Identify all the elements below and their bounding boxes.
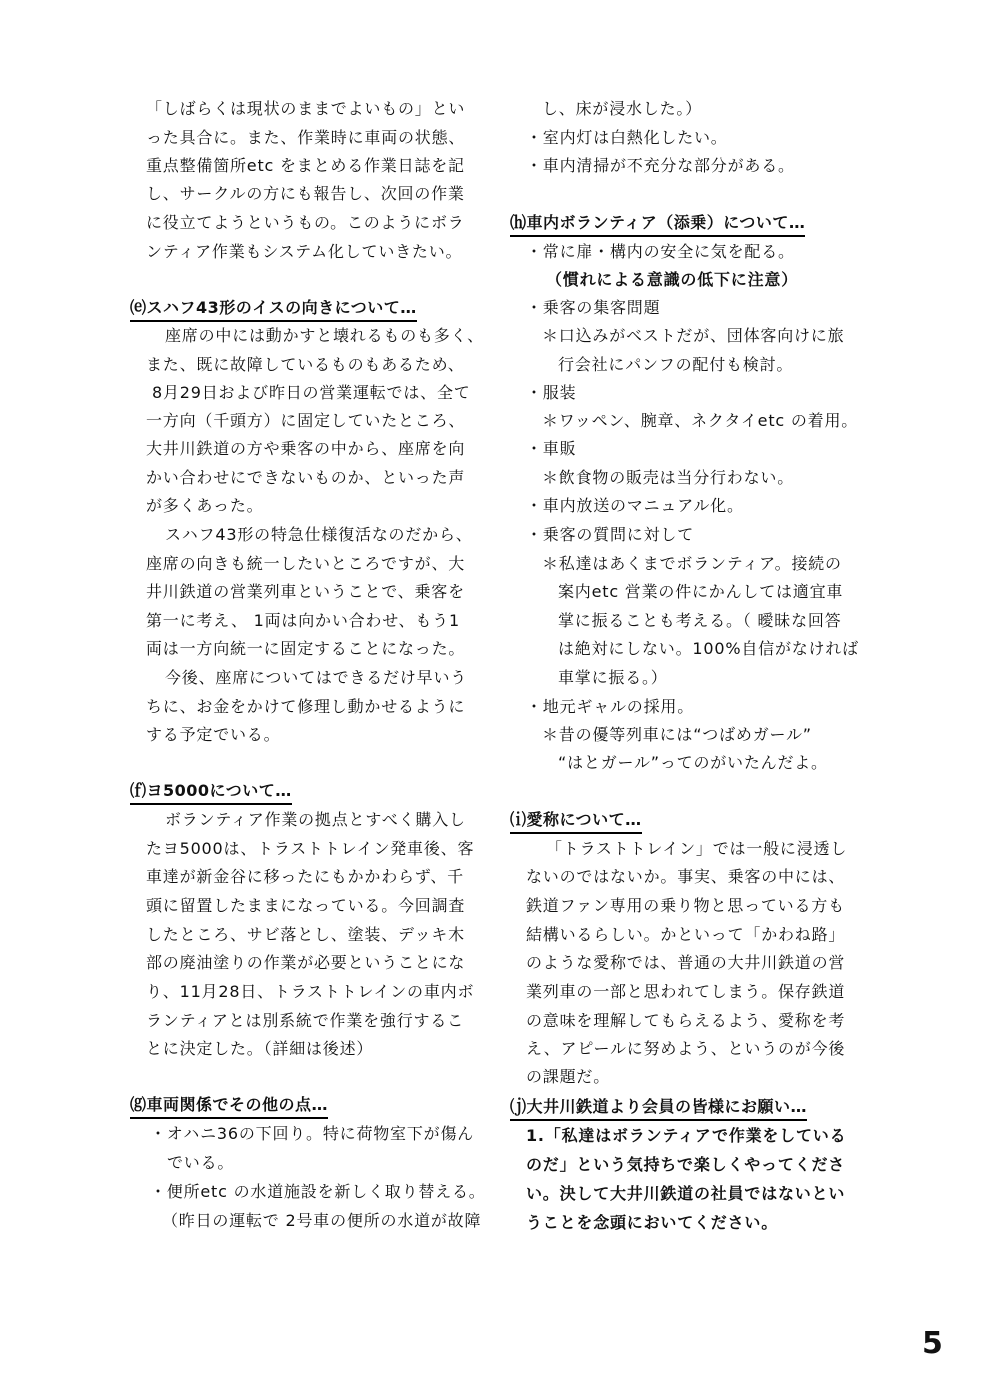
section-g-line: ・オハニ36の下回り。特に荷物室下が傷ん — [150, 1124, 475, 1143]
section-e-line: 第一に考え、 1両は向かい合わせ、もう1 — [146, 611, 460, 630]
section-f-heading: ⒡ヨ5000について… — [130, 780, 292, 805]
section-h-line: ＊私達はあくまでボランティア。接続の — [542, 554, 842, 573]
section-i-line: 結構いるらしい。かといって「かわね路」 — [526, 925, 846, 944]
section-e-line: ちに、お金をかけて修理し動かせるように — [146, 697, 466, 716]
section-e-line: 今後、座席についてはできるだけ早いう — [165, 668, 468, 687]
section-i-line: 鉄道ファン専用の乗り物と思っている方も — [526, 896, 845, 915]
section-f-line: 車達が新金谷に移ったにもかかわらず、千 — [146, 867, 464, 886]
section-e-line: 8月29日および昨日の営業運転では、全て — [152, 383, 471, 402]
section-f-line: ランティアとは別系統で作業を強行するこ — [146, 1011, 464, 1030]
section-f-line: 頭に留置したままになっている。今回調査 — [146, 896, 466, 915]
section-h-line: は絶対にしない。100%自信がなければ — [558, 639, 859, 658]
intro-line: ンティア作業もシステム化していきたい。 — [146, 242, 463, 261]
section-h-line: 車掌に振る。） — [558, 668, 668, 687]
section-f-line: 部の廃油塗りの作業が必要ということにな — [146, 953, 466, 972]
section-h-line: ・服装 — [526, 383, 577, 402]
intro-line: 重点整備箇所etc をまとめる作業日誌を記 — [146, 156, 465, 175]
section-g-continued-line: し、床が浸水した。） — [542, 99, 703, 118]
section-i-line: のような愛称では、普通の大井川鉄道の営 — [526, 953, 846, 972]
section-j-line: い。決して大井川鉄道の社員ではないとい — [526, 1184, 846, 1203]
section-j-heading: ⒥大井川鉄道より会員の皆様にお願い… — [510, 1096, 807, 1121]
section-g-line: （昨日の運転で 2号車の便所の水道が故障 — [162, 1211, 482, 1230]
section-g-heading: ⒢車両関係でその他の点… — [130, 1094, 328, 1119]
section-h-line: ＊昔の優等列車には“つばめガール” — [542, 725, 812, 744]
section-h-line: ・車内放送のマニュアル化。 — [526, 496, 744, 515]
section-j-line: 1.「私達はボランティアで作業をしている — [526, 1126, 847, 1145]
section-f-line: たヨ5000は、トラストトレイン発車後、客 — [146, 839, 475, 858]
section-e-line: 大井川鉄道の方や乗客の中から、座席を向 — [146, 439, 466, 458]
section-e-line: 座席の向きも統一したいところですが、大 — [146, 554, 466, 573]
section-e-line: 両は一方向統一に固定することになった。 — [146, 639, 466, 658]
section-h-line: ・車販 — [526, 439, 577, 458]
section-f-line: とに決定した。（詳細は後述） — [146, 1039, 374, 1058]
section-i-line: の課題だ。 — [526, 1067, 611, 1086]
section-f-line: り、11月28日、トラストトレインの車内ボ — [146, 982, 475, 1001]
section-e-line: 一方向（千頭方）に固定していたところ、 — [146, 411, 466, 430]
section-e-line: また、既に故障しているものもあるため、 — [146, 355, 465, 374]
section-h-heading: ⒣車内ボランティア（添乗）について… — [510, 212, 805, 237]
section-e-line: 井川鉄道の営業列車ということで、乗客を — [146, 582, 465, 601]
section-h-line: ＊飲食物の販売は当分行わない。 — [542, 468, 795, 487]
section-i-line: の意味を理解してもらえるよう、愛称を考 — [526, 1011, 846, 1030]
section-h-line: 行会社にパンフの配付も検討。 — [558, 355, 794, 374]
intro-line: 「しばらくは現状のままでよいもの」とい — [146, 99, 466, 118]
section-i-line: 「トラストトレイン」では一般に浸透し — [546, 839, 848, 858]
section-g-line: ・便所etc の水道施設を新しく取り替える。 — [150, 1182, 486, 1201]
section-h-line: 案内etc 営業の件にかんしては適宜車 — [558, 582, 844, 601]
section-h-line: ・地元ギャルの採用。 — [526, 697, 695, 716]
section-g-line: でいる。 — [167, 1153, 235, 1172]
section-g-continued-line: ・室内灯は白熱化したい。 — [526, 128, 728, 147]
section-e-line: する予定でいる。 — [146, 725, 281, 744]
section-f-line: ボランティア作業の拠点とすべく購入し — [165, 810, 466, 829]
section-h-line: （慣れによる意識の低下に注意） — [546, 270, 799, 289]
section-e-line: かい合わせにできないものか、といった声 — [146, 468, 466, 487]
section-i-line: え、アピールに努めよう、というのが今後 — [526, 1039, 846, 1058]
section-e-heading: ⒠スハフ43形のイスの向きについて… — [130, 297, 417, 322]
section-h-line: 掌に振ることも考える。（ 曖昧な回答 — [558, 611, 842, 630]
section-j-line: うことを念頭においてください。 — [526, 1213, 779, 1232]
intro-line: に役立てようというもの。このようにボラ — [146, 213, 465, 232]
section-h-line: ・乗客の質問に対して — [526, 525, 695, 544]
page-number: 5 — [922, 1326, 943, 1361]
section-i-line: ないのではないか。事実、乗客の中には、 — [526, 867, 846, 886]
section-g-continued-line: ・車内清掃が不充分な部分がある。 — [526, 156, 795, 175]
section-e-line: が多くあった。 — [146, 496, 264, 515]
section-i-line: 業列車の一部と思われてしまう。保存鉄道 — [526, 982, 846, 1001]
section-h-line: ＊口込みがベストだが、団体客向けに旅 — [542, 326, 845, 345]
section-h-line: “はとガール”ってのがいたんだよ。 — [558, 753, 828, 772]
section-i-heading: ⒤愛称について… — [510, 809, 642, 834]
intro-line: った具合に。また、作業時に車両の状態、 — [146, 128, 466, 147]
section-h-line: ・常に扉・構内の安全に気を配る。 — [526, 242, 795, 261]
section-j-line: のだ」という気持ちで楽しくやってくださ — [526, 1155, 846, 1174]
section-e-line: スハフ43形の特急仕様復活なのだから、 — [165, 525, 473, 544]
section-h-line: ・乗客の集客問題 — [526, 298, 661, 317]
section-f-line: したところ、サビ落とし、塗装、デッキ木 — [146, 925, 465, 944]
intro-line: し、サークルの方にも報告し、次回の作業 — [146, 184, 465, 203]
section-h-line: ＊ワッペン、腕章、ネクタイetc の着用。 — [542, 411, 859, 430]
section-e-line: 座席の中には動かすと壊れるものも多く、 — [165, 326, 484, 345]
